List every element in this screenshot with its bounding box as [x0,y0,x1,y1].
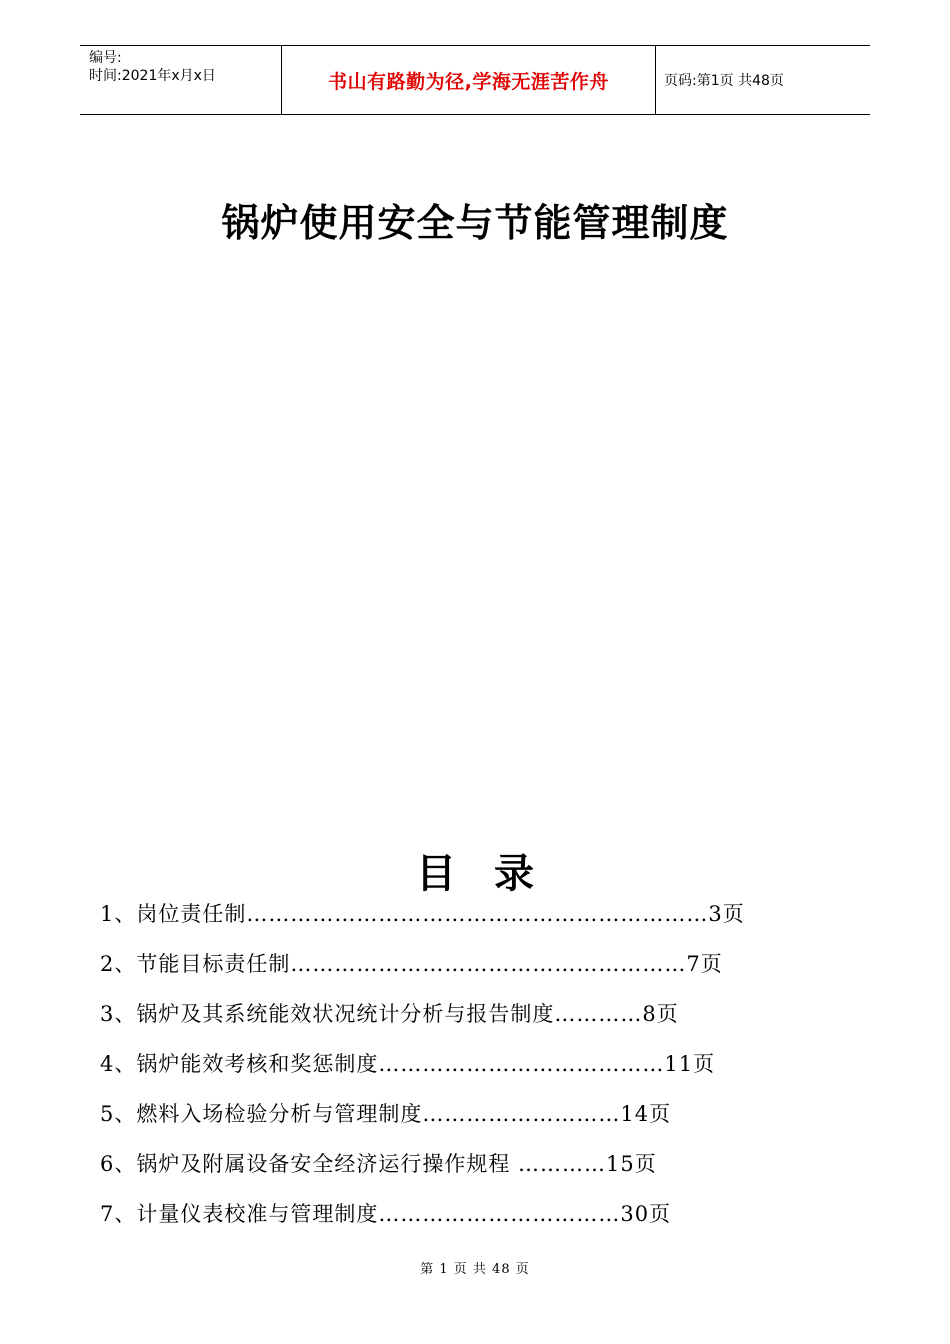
toc-title-part: 目 [416,850,456,897]
toc-item[interactable]: 6、锅炉及附属设备安全经济运行操作规程 …………15页 [100,1152,657,1176]
document-title: 锅炉使用安全与节能管理制度 [221,200,729,245]
toc-item[interactable]: 1、岗位责任制………………………………………………………3页 [100,902,745,926]
toc-item[interactable]: 4、锅炉能效考核和奖惩制度…………………………………11页 [100,1052,716,1076]
toc-item[interactable]: 3、锅炉及其系统能效状况统计分析与报告制度…………8页 [100,1002,679,1026]
toc-item[interactable]: 7、计量仪表校准与管理制度……………………………30页 [100,1202,672,1226]
toc-item[interactable]: 2、节能目标责任制………………………………………………7页 [100,952,723,976]
toc-title [0,842,950,899]
number-label: 编号: [89,50,122,66]
header-motto: 书山有路勤为径,学海无涯苦作舟 [328,70,609,93]
toc-item[interactable]: 5、燃料入场检验分析与管理制度………………………14页 [100,1102,672,1126]
header-page-info: 页码:第1页 共48页 [664,73,784,89]
table-of-contents [100,896,745,1246]
page-footer: 第 1 页 共 48 页 [420,1262,530,1277]
toc-title-part: 录 [494,850,534,897]
header-meta [80,46,282,114]
page-header [80,45,870,115]
header-motto-cell [282,46,656,114]
time-label: 时间:2021年x月x日 [89,68,216,84]
